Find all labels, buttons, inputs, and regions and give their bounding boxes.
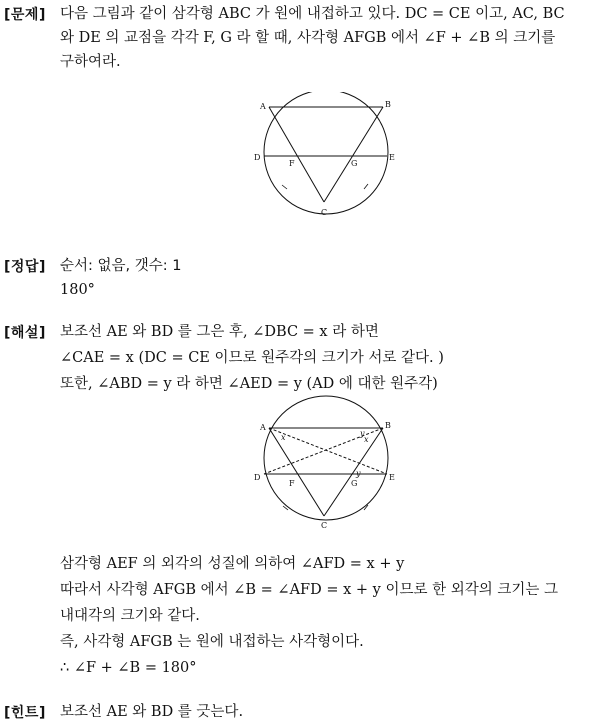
angle-y-label: y: [360, 429, 365, 438]
solution-tag: [해설]: [4, 325, 46, 341]
label-G: G: [351, 479, 358, 488]
solution-line-8: ∴ ∠F + ∠B = 180°: [60, 660, 197, 676]
problem-line-2: 와 DE 의 교점을 각각 F, G 라 할 때, 사각형 AFGB 에서 ∠F + ∠B 의 크기를: [60, 30, 556, 46]
label-B: B: [385, 100, 391, 109]
answer-tag: [정답]: [4, 259, 46, 275]
hint-text: 보조선 AE 와 BD 를 긋는다.: [60, 704, 244, 720]
label-G: G: [351, 159, 358, 168]
figure-problem-circle: [250, 92, 410, 220]
problem-line-3: 구하여라.: [60, 54, 121, 70]
label-D: D: [254, 473, 261, 482]
angle-x-label-b: x: [364, 435, 369, 444]
label-E: E: [389, 153, 395, 162]
label-C: C: [321, 521, 328, 530]
label-A: A: [260, 102, 266, 111]
problem-line-1: 다음 그림과 같이 삼각형 ABC 가 원에 내접하고 있다. DC = CE 이고, AC, BC: [60, 6, 565, 22]
answer-meta: 순서: 없음, 갯수: 1: [60, 258, 182, 274]
angle-x-label: x: [281, 433, 286, 442]
solution-line-1: 보조선 AE 와 BD 를 그은 후, ∠DBC = x 라 하면: [60, 324, 379, 340]
solution-line-6: 내대각의 크기와 같다.: [60, 608, 200, 624]
label-F: F: [289, 159, 295, 168]
solution-line-4: 삼각형 AEF 의 외각의 성질에 의하여 ∠AFD = x + y: [60, 556, 405, 572]
hint-tag: [힌트]: [4, 705, 46, 721]
solution-line-5: 따라서 사각형 AFGB 에서 ∠B = ∠AFD = x + y 이므로 한 외각의 크기는 그: [60, 582, 558, 598]
label-D: D: [254, 153, 261, 162]
solution-line-2: ∠CAE = x (DC = CE 이므로 원주각의 크기가 서로 같다. ): [60, 350, 444, 366]
label-B: B: [385, 421, 391, 430]
problem-tag: [문제]: [4, 7, 46, 23]
label-C: C: [321, 208, 328, 217]
solution-line-7: 즉, 사각형 AFGB 는 원에 내접하는 사각형이다.: [60, 634, 364, 650]
solution-line-3: 또한, ∠ABD = y 라 하면 ∠AED = y (AD 에 대한 원주각): [60, 376, 438, 392]
label-E: E: [389, 473, 395, 482]
angle-y-label-e: y: [356, 469, 361, 478]
answer-value: 180°: [60, 282, 95, 298]
figure-solution-circle: [250, 390, 410, 530]
label-A: A: [260, 423, 266, 432]
label-F: F: [289, 479, 295, 488]
